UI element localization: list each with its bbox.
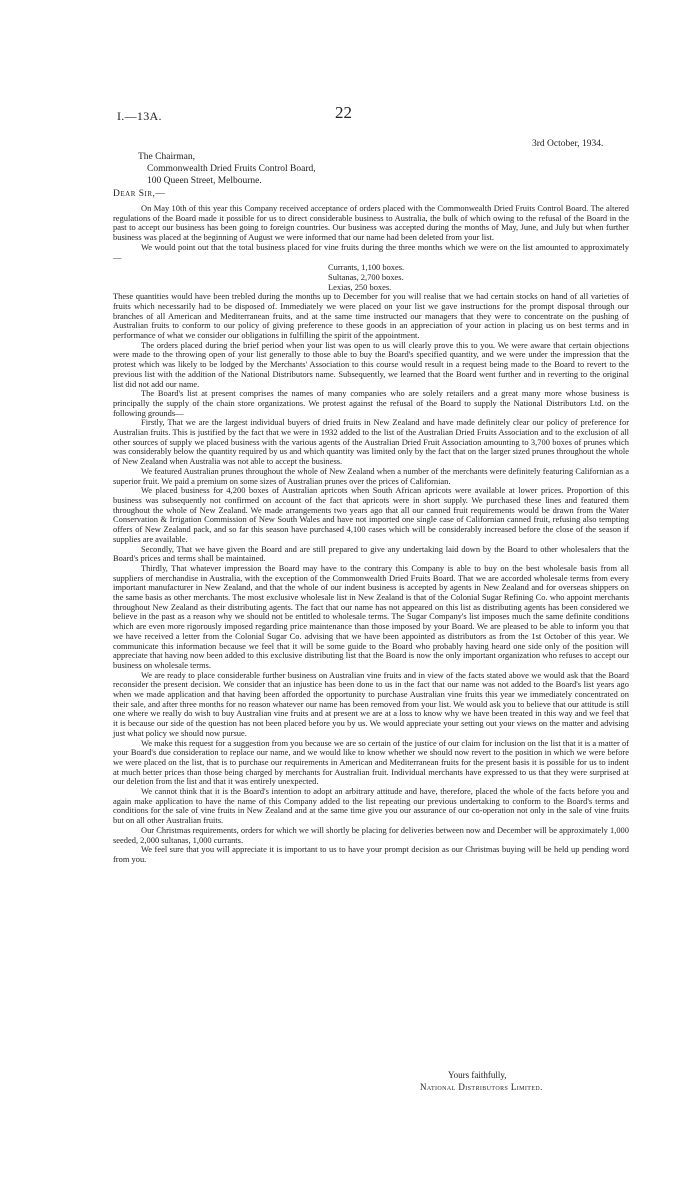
quantity-line: Currants, 1,100 boxes.: [328, 262, 405, 273]
paragraph: Thirdly, That whatever impression the Board may have to the contrary this Company is able to buy on the best wholesale basis from all suppliers of merchandise in Australia, with the exception of the Commonwealth Dried Fruits Board. That we are accorded wholesale terms from every important manufacturer in New Zealand, and that the whole of our indent business is accepted by agents in New Zealand and for overseas shippers on the same basis as other merchants. The most exclusive wholesale list in New Zealand is that of the Colonial Sugar Refining Co. who appoint merchants throughout New Zealand as their distributing agents. The fact that our name has not appeared on this list as distributing agents has been considered we believe in the past as a reason why we should not be entitled to wholesale terms. The Sugar Company's list imposes much the same definite conditions which are even more rigorously imposed regarding price maintenance than those imposed by your Board. We are pleased to be able to inform you that we have received a letter from the Colonial Sugar Co. advising that we have been appointed as distributors as from the 1st October of this year. We communicate this information because we feel that it will be some guide to the Board who probably having heard one side only of the position will appreciate that having now been added to this exclusive distributing list that the Board is now the only important organization who refuses to accept our business on wholesale terms.: [113, 562, 629, 670]
address-line: 100 Queen Street, Melbourne.: [147, 176, 262, 186]
page-number: 22: [335, 103, 352, 122]
report-reference: I.—13A.: [117, 109, 162, 123]
paragraph: We feel sure that you will appreciate it is important to us to have your prompt decision as our Christmas buying will be held up pending word from you.: [113, 844, 629, 864]
recipient-address: [138, 151, 316, 187]
paragraph: Our Christmas requirements, orders for which we will shortly be placing for deliveries between now and December will be approximately 1,000 seeded, 2,000 sultanas, 1,000 currants.: [113, 824, 629, 845]
letter-body: [113, 204, 629, 865]
paragraph: We featured Australian prunes throughout the whole of New Zealand when a number of the merchants were definitely featuring Californian as a superior fruit. We paid a premium on some sizes of Australian prunes over the prices of Californian.: [113, 465, 629, 486]
quantity-line: Sultanas, 2,700 boxes.: [328, 272, 404, 283]
letter-closing: [420, 1069, 543, 1093]
paragraph: On May 10th of this year this Company received acceptance of orders placed with the Commonwealth Dried Fruits Control Board. The altered regulations of the Board made it possible for us to direct considerable business to Australia, the bulk of which owing to the refusal of the Board in the past to accept our business has been going to foreign countries. Our business was accepted during the months of May, June, and July but when further business was placed at the beginning of August we were informed that our name had been deleted from your list.: [113, 203, 629, 243]
address-line: Commonwealth Dried Fruits Control Board,: [147, 164, 316, 174]
signatory: National Distributors Limited.: [420, 1082, 543, 1092]
valediction: Yours faithfully,: [448, 1070, 507, 1080]
paragraph: We placed business for 4,200 boxes of Australian apricots when South African apricots were available at lower prices. Proportion of this business was subsequently not confirmed on account of the fact that apricots were in short supply. We purchased these lines and featured them throughout the whole of New Zealand. We made arrangements two years ago that all our canned fruit requirements would be drawn from the Water Conservation & Irrigation Commission of New South Wales and have not imported one single case of Californian canned fruit, refusing also tempting offers of New Zealand pack, and so far this season have purchased 4,100 cases which will be considerably increased before the close of the season if supplies are available.: [113, 485, 629, 544]
paragraph: The orders placed during the brief period when your list was open to us will clearly prove this to you. We were aware that certain objections were made to the throwing open of your list generally to those able to buy the Board's specified quantity, and we were under the impression that the protest which was likely to be lodged by the Merchants' Association to this course would result in a request being made to the Board to revert to the previous list with the addition of the National Distributors name. Subsequently, we learned that the Board went further and in reverting to the original list did not add our name.: [113, 339, 629, 389]
salutation: Dear Sir,—: [113, 189, 166, 199]
paragraph: We cannot think that it is the Board's intention to adopt an arbitrary attitude and have, therefore, placed the whole of the facts before you and again make application to have the name of this Company added to the list repeating our previous undertaking to conform to the Board's terms and conditions for the sale of vine fruits in New Zealand and at the same time give you our assurance of our co-operation not only in the sale of vine fruits but on all other Australian fruits.: [113, 786, 629, 826]
paragraph: These quantities would have been trebled during the months up to December for you will realise that we had certain stocks on hand of all varieties of fruits which necessarily had to be disposed of. Immediately we were placed on your list we gave instructions for the prompt disposal through our branches of all American and Mediterranean fruits, and at the same time instructed our managers that they were to concentrate on the pushing of Australian fruits to conform to our policy of giving preference to these goods in an appreciation of your action in placing us on best terms and in performance of what we consider our obligations in fulfilling the spirit of the appointment.: [113, 291, 629, 341]
letter-date: 3rd October, 1934.: [532, 139, 604, 149]
address-line: The Chairman,: [138, 152, 195, 162]
paragraph: We would point out that the total business placed for vine fruits during the three months which we were on the list amounted to approximately—: [113, 241, 629, 262]
paragraph: Firstly, That we are the largest individual buyers of dried fruits in New Zealand and have made definitely clear our policy of preference for Australian fruits. This is justified by the fact that we were in 1932 added to the list of the Australian Dried Fruits Association and to the exclusion of all other sources of supply we placed business with the various agents of the Australian Dried Fruit Association amounting to 3,700 boxes of prunes which was considerably below the quantity required by us and which quantity was limited only by the fact that on the larger sized prunes throughout the whole of New Zealand when Australia was not able to accept the business.: [113, 417, 629, 467]
paragraph: We make this request for a suggestion from you because we are so certain of the justice of our claim for inclusion on the list that it is a matter of your Board's due consideration to replace our name, and we would like to know whether we should now revert to the position in which we were before we were placed on the list, that is to purchase our requirements in American and Mediterranean fruits for the present basis it is possible for us to indent at much better prices than those being charged by merchants for Australian fruit. Individual merchants have expressed to us that they were surprised at our deletion from the list and that it was entirely unexpected.: [113, 737, 629, 787]
paragraph: The Board's list at present comprises the names of many companies who are solely retailers and a great many more whose business is principally the supply of the chain store organizations. We protest against the refusal of the Board to supply the National Distributors Ltd. on the following grounds—: [113, 388, 629, 418]
paragraph: Secondly, That we have given the Board and are still prepared to give any undertaking laid down by the Board to other wholesalers that the Board's prices and terms shall be maintained.: [113, 543, 629, 564]
paragraph: We are ready to place considerable further business on Australian vine fruits and in view of the facts stated above we would ask that the Board reconsider the present decision. We consider that an injustice has been done to us in the fact that our name was not added to the Board's list years ago when we made application and that having been afforded the opportunity to purchase Australian vine fruits this year we immediately concentrated on their sale, and after three months for no reason whatever our name has been removed from your list. We would ask you to believe that our attitude is still one where we really do wish to buy Australian vine fruits and at present we are at a loss to know why we have been treated in this way and we feel that it is because our side of the question has not been placed before you by us. We would appreciate your setting out your views on the matter and advising just what policy we should now pursue.: [113, 669, 629, 738]
quantity-line: Lexias, 250 boxes.: [328, 282, 392, 293]
